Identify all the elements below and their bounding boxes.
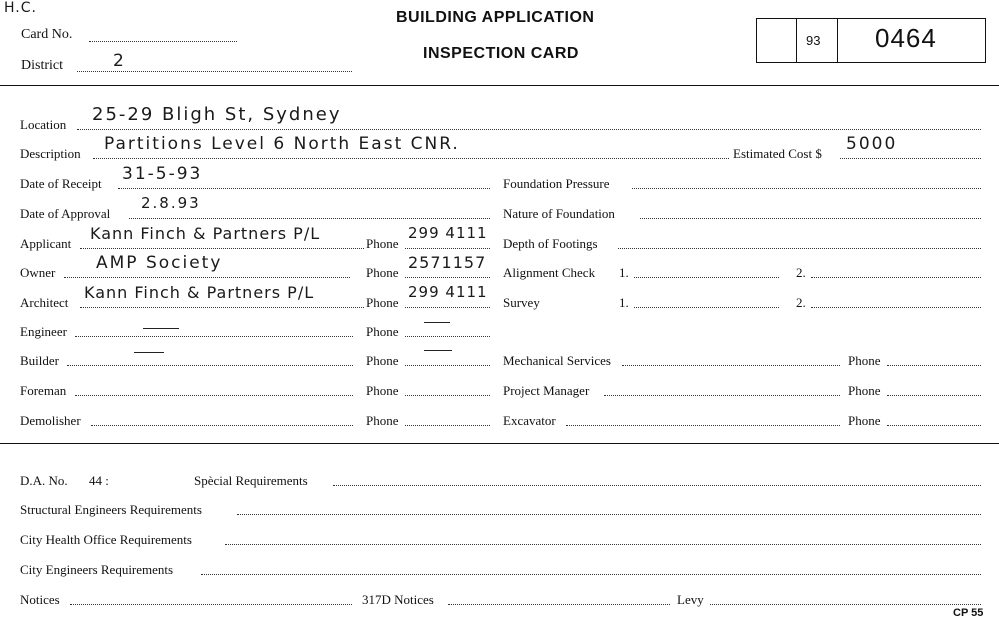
top-rule <box>0 85 999 86</box>
district-field[interactable] <box>77 71 352 72</box>
project-manager-field[interactable] <box>604 395 840 396</box>
survey-field-1[interactable] <box>634 307 779 308</box>
demolisher-field[interactable] <box>91 425 353 426</box>
foreman-phone-label: Phone <box>366 383 399 398</box>
date-approval-field[interactable] <box>129 218 490 219</box>
owner-phone-value: 2571157 <box>408 253 487 272</box>
description-field[interactable] <box>93 158 729 159</box>
engineer-label: Engineer <box>20 324 67 339</box>
date-approval-label: Date of Approval <box>20 206 111 221</box>
date-receipt-label: Date of Receipt <box>20 176 102 191</box>
nature-foundation-label: Nature of Foundation <box>503 206 615 221</box>
ref-number: 0464 <box>875 23 937 53</box>
mechanical-phone-label: Phone <box>848 353 881 368</box>
architect-field[interactable] <box>80 307 364 308</box>
ref-divider <box>837 19 838 62</box>
date-approval-value: 2.8.93 <box>141 194 201 212</box>
engineer-phone-field[interactable] <box>405 336 490 337</box>
location-label: Location <box>20 117 67 132</box>
special-requirements-label: Spècial Requirements <box>194 473 308 488</box>
owner-label: Owner <box>20 265 56 280</box>
form-code: CP 55 <box>953 607 984 619</box>
form-title: BUILDING APPLICATION <box>396 9 595 26</box>
project-manager-phone-field[interactable] <box>887 395 981 396</box>
date-receipt-value: 31-5-93 <box>122 164 203 184</box>
engineer-phone-label: Phone <box>366 324 399 339</box>
nature-foundation-field[interactable] <box>640 218 981 219</box>
demolisher-phone-field[interactable] <box>405 425 490 426</box>
project-manager-phone-label: Phone <box>848 383 881 398</box>
project-manager-label: Project Manager <box>503 383 590 398</box>
excavator-field[interactable] <box>566 425 840 426</box>
alignment-check-field-1[interactable] <box>634 277 779 278</box>
card-no-field[interactable] <box>89 41 237 42</box>
structural-field[interactable] <box>237 514 981 515</box>
architect-phone-value: 299 4111 <box>408 283 488 301</box>
levy-field[interactable] <box>710 604 981 605</box>
excavator-label: Excavator <box>503 413 556 428</box>
owner-value: AMP Society <box>96 253 223 273</box>
architect-value: Kann Finch & Partners P/L <box>84 283 315 302</box>
estimated-cost-field[interactable] <box>840 158 981 159</box>
engineer-dash-mark <box>143 328 179 329</box>
depth-footings-label: Depth of Footings <box>503 236 598 251</box>
survey-field-2[interactable] <box>811 307 981 308</box>
date-receipt-field[interactable] <box>118 188 490 189</box>
notices-317d-label: 317D Notices <box>362 592 434 607</box>
location-field[interactable] <box>77 129 981 130</box>
foreman-label: Foreman <box>20 383 67 398</box>
applicant-value: Kann Finch & Partners P/L <box>90 224 321 243</box>
reference-box <box>756 18 986 63</box>
description-label: Description <box>20 146 81 161</box>
architect-phone-label: Phone <box>366 295 399 310</box>
da-value: 44 : <box>89 473 109 488</box>
foundation-pressure-field[interactable] <box>632 188 981 189</box>
hc-note: H.C. <box>4 0 37 16</box>
ref-divider <box>796 19 797 62</box>
survey-num2: 2. <box>796 295 806 310</box>
alignment-check-num1: 1. <box>619 265 629 280</box>
survey-label: Survey <box>503 295 540 310</box>
city-engineers-label: City Engineers Requirements <box>20 562 174 577</box>
demolisher-phone-label: Phone <box>366 413 399 428</box>
mechanical-phone-field[interactable] <box>887 365 981 366</box>
notices-field[interactable] <box>70 604 352 605</box>
ref-prefix: 93 <box>806 33 821 48</box>
applicant-field[interactable] <box>80 248 364 249</box>
builder-phone-label: Phone <box>366 353 399 368</box>
architect-label: Architect <box>20 295 69 310</box>
owner-phone-field[interactable] <box>405 277 490 278</box>
builder-phone-dash-mark <box>424 350 452 351</box>
alignment-check-label: Alignment Check <box>503 265 596 280</box>
district-label: District <box>21 58 63 73</box>
applicant-label: Applicant <box>20 236 72 251</box>
mechanical-label: Mechanical Services <box>503 353 611 368</box>
excavator-phone-label: Phone <box>848 413 881 428</box>
structural-label: Structural Engineers Requirements <box>20 502 202 517</box>
mechanical-field[interactable] <box>622 365 840 366</box>
levy-label: Levy <box>677 592 704 607</box>
architect-phone-field[interactable] <box>405 307 490 308</box>
owner-field[interactable] <box>64 277 350 278</box>
depth-footings-field[interactable] <box>618 248 981 249</box>
health-label: City Health Office Requirements <box>20 532 192 547</box>
form-subtitle: INSPECTION CARD <box>423 45 579 62</box>
city-engineers-field[interactable] <box>201 574 981 575</box>
builder-label: Builder <box>20 353 59 368</box>
builder-dash-mark <box>134 352 164 353</box>
applicant-phone-value: 299 4111 <box>408 224 488 242</box>
foreman-phone-field[interactable] <box>405 395 490 396</box>
foundation-pressure-label: Foundation Pressure <box>503 176 610 191</box>
card-no-label: Card No. <box>21 27 73 42</box>
engineer-phone-dash-mark <box>424 322 450 323</box>
estimated-cost-value: 5000 <box>846 134 898 154</box>
da-label: D.A. No. <box>20 473 68 488</box>
notices-317d-field[interactable] <box>448 604 670 605</box>
foreman-field[interactable] <box>75 395 353 396</box>
estimated-cost-label: Estimated Cost $ <box>733 146 822 161</box>
builder-field[interactable] <box>67 365 353 366</box>
excavator-phone-field[interactable] <box>887 425 981 426</box>
engineer-field[interactable] <box>75 336 353 337</box>
applicant-phone-field[interactable] <box>405 248 490 249</box>
alignment-check-field-2[interactable] <box>811 277 981 278</box>
health-field[interactable] <box>225 544 981 545</box>
owner-phone-label: Phone <box>366 265 399 280</box>
builder-phone-field[interactable] <box>405 365 490 366</box>
notices-label: Notices <box>20 592 60 607</box>
special-requirements-field[interactable] <box>333 485 981 486</box>
survey-num1: 1. <box>619 295 629 310</box>
location-value: 25-29 Bligh St, Sydney <box>92 104 342 125</box>
middle-rule <box>0 443 999 444</box>
applicant-phone-label: Phone <box>366 236 399 251</box>
alignment-check-num2: 2. <box>796 265 806 280</box>
district-value: 2 <box>113 51 126 71</box>
demolisher-label: Demolisher <box>20 413 81 428</box>
description-value: Partitions Level 6 North East CNR. <box>104 134 460 154</box>
